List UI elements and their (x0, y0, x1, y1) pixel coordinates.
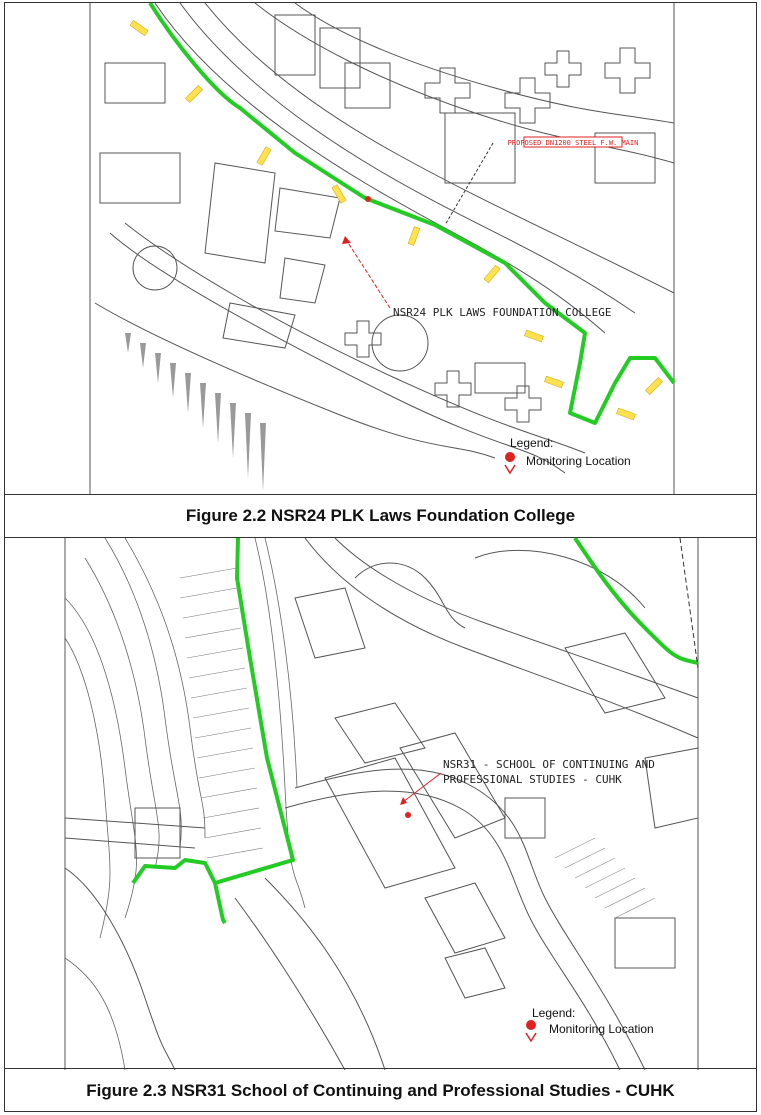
station-label-nsr31-line2: PROFESSIONAL STUDIES - CUHK (443, 773, 622, 786)
monitoring-location-marker (365, 196, 371, 202)
legend-item-monitoring-location: Monitoring Location (526, 454, 631, 468)
figure-2-3-caption: Figure 2.3 NSR31 School of Continuing and Professional Studies - CUHK (5, 1068, 756, 1112)
legend-title: Legend: (510, 436, 554, 450)
callout-label: PROPOSED DN1200 STEEL F.W. MAIN (507, 139, 639, 147)
figure-2-3-map-drawing (5, 538, 756, 1070)
figure-2-2-map (5, 3, 756, 494)
monitoring-location-marker-2 (405, 812, 411, 818)
legend-item-monitoring-location-2: Monitoring Location (549, 1022, 654, 1036)
figure-2-2-map-drawing (5, 3, 756, 494)
figure-2-2-caption: Figure 2.2 NSR24 PLK Laws Foundation College (5, 494, 756, 538)
station-label-nsr24: NSR24 PLK LAWS FOUNDATION COLLEGE (393, 306, 612, 319)
station-label-nsr31-line1: NSR31 - SCHOOL OF CONTINUING AND (443, 758, 655, 771)
figure-2-3-map (5, 538, 756, 1070)
legend-title-2: Legend: (532, 1006, 576, 1020)
